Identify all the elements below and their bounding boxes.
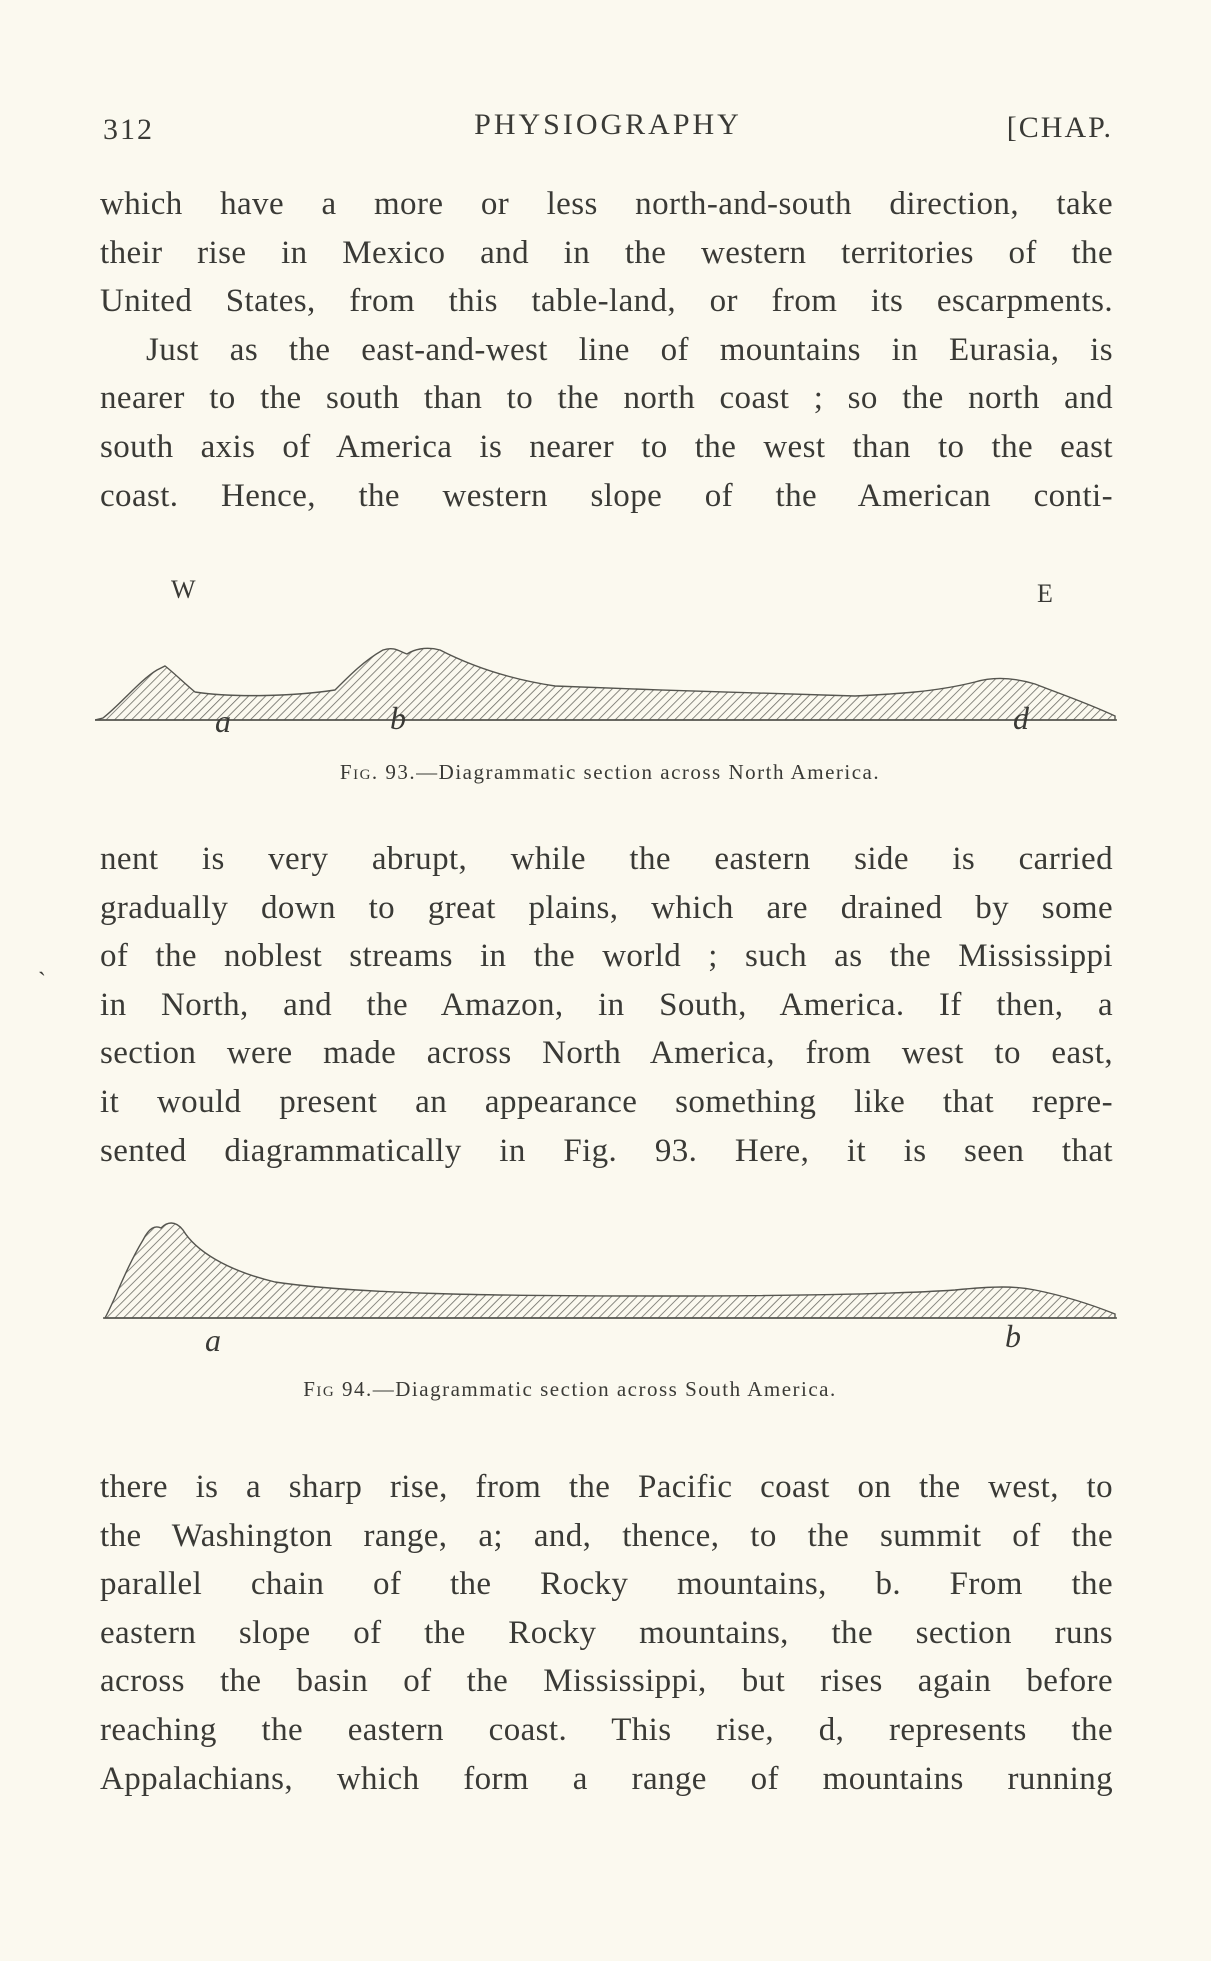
- margin-mark: ˎ: [38, 950, 46, 976]
- text-line: United States, from this table-land, or from its escarpments.: [100, 283, 1113, 320]
- text-line: sented diagrammatically in Fig. 93. Here, it is seen that: [100, 1132, 1113, 1169]
- text-line: gradually down to great plains, which are drained by some: [100, 889, 1113, 926]
- text-line: south axis of America is nearer to the west than to the east: [100, 428, 1113, 465]
- paragraph-3: [100, 1463, 1113, 1803]
- south-america-section-diagram: [95, 1210, 1125, 1330]
- chapter-mark: [CHAP.: [1006, 111, 1113, 144]
- page-number: 312: [103, 113, 154, 146]
- text-line: section were made across North America, from west to east,: [100, 1035, 1113, 1072]
- label-b: b: [1005, 1318, 1021, 1354]
- label-a: a: [205, 1322, 221, 1358]
- paragraph-1: [100, 180, 1113, 520]
- running-header: [103, 103, 1113, 153]
- text-line: reaching the eastern coast. This rise, d, represents the: [100, 1711, 1113, 1748]
- text-line: nearer to the south than to the north coast ; so the north and: [100, 380, 1113, 417]
- figure-93: [95, 575, 1125, 795]
- text-line: there is a sharp rise, from the Pacific coast on the west, to: [100, 1469, 1113, 1505]
- running-title: PHYSIOGRAPHY: [474, 108, 742, 141]
- figure-93-caption: Fig. 93.—Diagrammatic section across North America.: [339, 760, 881, 784]
- text-line: of the noblest streams in the world ; such as the Mississippi: [100, 938, 1113, 975]
- figure-94-caption: Fig 94.—Diagrammatic section across South America.: [303, 1377, 837, 1401]
- north-america-profile: [95, 648, 1115, 720]
- text-line: across the basin of the Mississippi, but rises again before: [100, 1663, 1113, 1700]
- label-d: d: [1013, 700, 1029, 736]
- text-line: which have a more or less north-and-south direction, take: [100, 186, 1113, 222]
- text-line: their rise in Mexico and in the western territories of the: [100, 234, 1113, 271]
- west-label: W: [171, 575, 196, 604]
- text-line: it would present an appearance something like that repre-: [100, 1083, 1113, 1120]
- figure-94: [95, 1210, 1125, 1410]
- text-line: coast. Hence, the western slope of the American conti-: [100, 477, 1113, 514]
- text-line: eastern slope of the Rocky mountains, the section runs: [100, 1614, 1113, 1651]
- text-line: the Washington range, a; and, thence, to the summit of the: [100, 1517, 1113, 1554]
- text-line: nent is very abrupt, while the eastern side is carried: [100, 841, 1113, 877]
- label-b: b: [390, 700, 406, 736]
- text-line: Just as the east-and-west line of mountains in Eurasia, is: [146, 331, 1113, 368]
- label-a: a: [215, 703, 231, 739]
- paragraph-2: [100, 835, 1113, 1175]
- east-label: E: [1037, 579, 1053, 608]
- text-line: parallel chain of the Rocky mountains, b. From the: [100, 1566, 1113, 1603]
- south-america-profile: [105, 1223, 1115, 1318]
- text-line: Appalachians, which form a range of mountains running: [100, 1760, 1113, 1797]
- north-america-section-diagram: [95, 620, 1125, 730]
- text-line: in North, and the Amazon, in South, America. If then, a: [100, 986, 1113, 1023]
